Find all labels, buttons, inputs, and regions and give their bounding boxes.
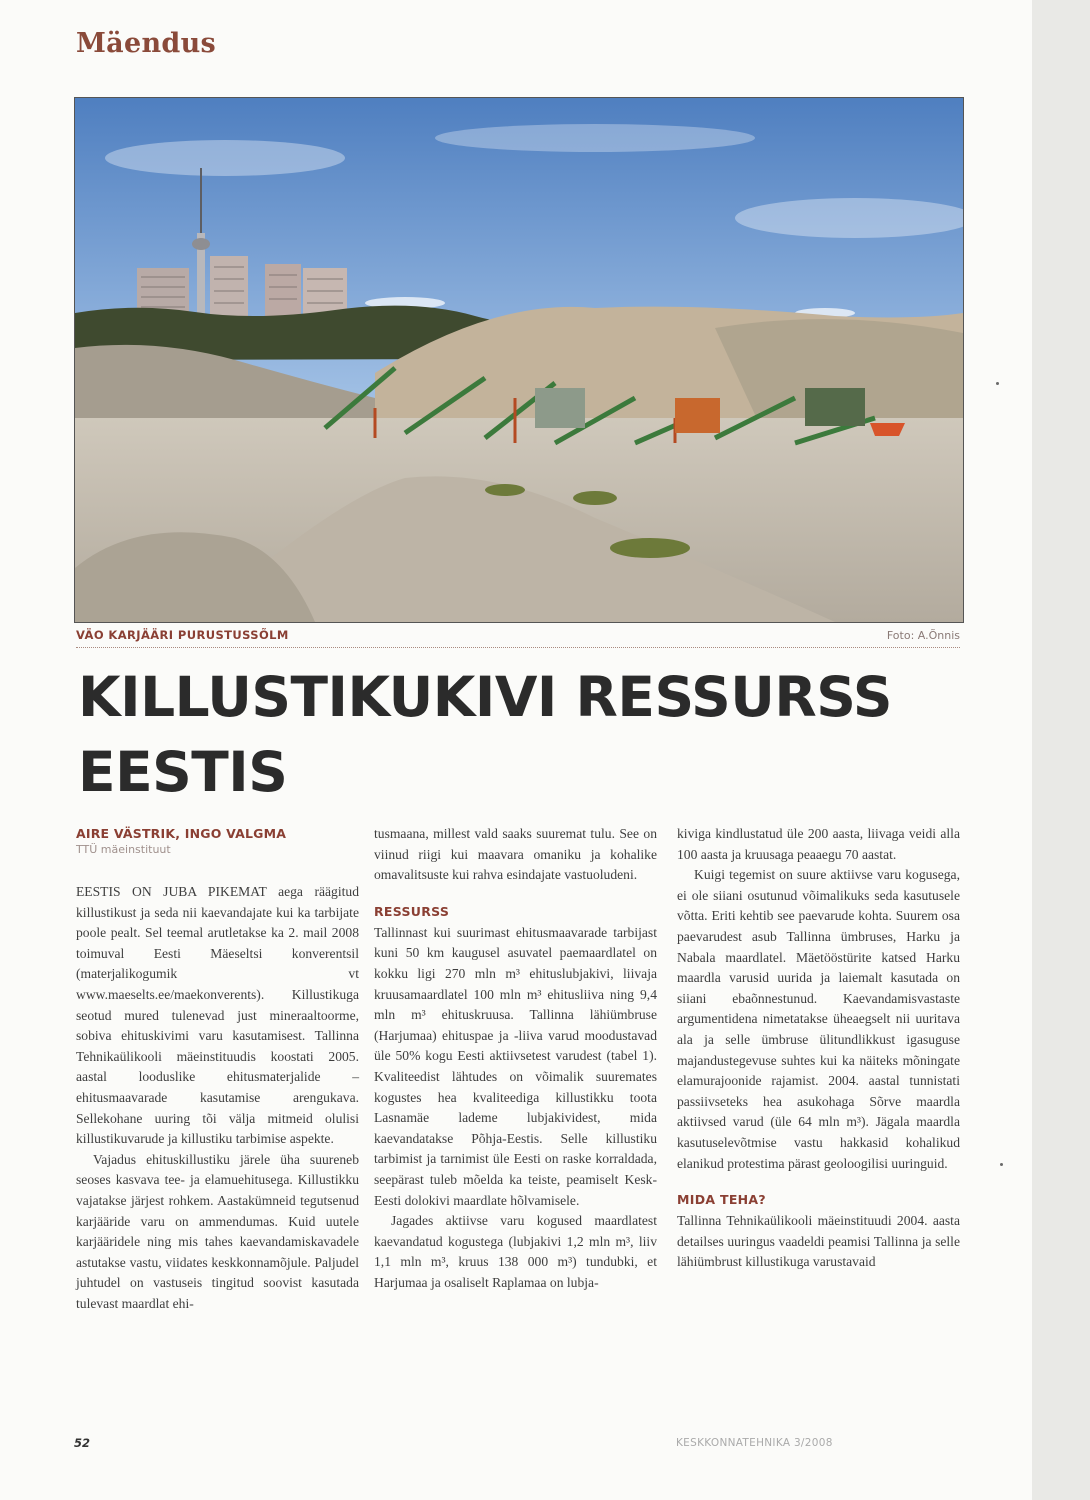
photo-caption-text: VÄO KARJÄÄRI PURUSTUSSÕLM — [76, 628, 289, 642]
author-affiliation: TTÜ mäeinstituut — [76, 843, 171, 856]
article-column-3 — [677, 824, 960, 1273]
magazine-footer: KESKKONNATEHNIKA 3/2008 — [676, 1437, 833, 1449]
paragraph: Kuigi tegemist on suure aktiivse varu kogusega, ei ole siiani osutunud võimalikuks seda kasutusele võtta. Eriti kehtib see paevarude kohta. Suurem osa paevarudest asub Tallinna ümbruses, Harku ja Nabala maardlatel. Mäetööstürite katsed Harku maardla varusid uurida ja laiemalt kasutada on siiani ebaõnnestunud. Kaevandamisvastaste argumentidena nimetatakse üheaegselt nii uuritava ala ja selle ümbruse ülitundlikkust igasuguse majandustegevuse suhtes kui ka näiteks mõningate elamurajoonide rajamist. 2004. aastal tunnistati passiivseteks hea asukohaga Sõrve maardla aktiivsed varud (üle 64 mln m³). Jägala maardla kasutuselevõtmise vastu hakkasid kohalikud elanikud protestima pärast geoloogilisi uuringuid. — [677, 867, 960, 1171]
section-title: Mäendus — [76, 28, 217, 59]
article-column-2 — [374, 824, 657, 1293]
article-headline — [78, 660, 978, 810]
quarry-crushing-plant-illustration — [75, 98, 963, 622]
paragraph: EESTIS ON JUBA PIKEMAT aega räägitud killustikust ja seda nii kaevandajate kui ka tarbijate poole pealt. Sel teemal arutletakse ka 2. mail 2008 toimuval Eesti Mäeseltsi konverentsil (materjalikogumik vt www.maeselts.ee/maekonverents). Killustikuga seotud mured tulenevad just mineraaltoorme, sobiva ehituskivimi varu kasutamisest. Tallinna Tehnikaülikooli mäeinstituudis koostati 2005. aastal looduslike ehitusmaterjalide – ehitusmaavarade kasutamise arengukava. Sellekohane uuring tõi välja mitmeid olulisi killustikuvarude ja killustiku tarbimise aspekte. — [76, 884, 359, 1147]
subheading-mida-teha: MIDA TEHA? — [677, 1192, 766, 1208]
scan-speck — [996, 382, 999, 385]
paragraph: kiviga kindlustatud üle 200 aasta, liivaga veidi alla 100 aasta ja kruusaga peaaegu 70 aastat. — [677, 826, 960, 862]
paragraph: tusmaana, millest vald saaks suuremat tulu. See on viinud riigi kui maavara omaniku ja kohalike omavalitsuste kui rahva esindajate vastuoludeni. — [374, 826, 657, 883]
article-column-1 — [76, 826, 359, 1314]
headline-line-1: KILLUSTIKUKIVI RESSURSS — [78, 665, 892, 729]
article-authors: AIRE VÄSTRIK, INGO VALGMA — [76, 826, 287, 841]
paragraph: Jagades aktiivse varu kogused maardlatest kaevandatud kogustega (lubjakivi 1,2 mln m³, liiv 1,1 mln m³, kruus 138 000 m³) tundubki, et Harjumaa ja osaliselt Raplamaa on lubja- — [374, 1213, 657, 1290]
paragraph: Tallinnast kui suurimast ehitusmaavarade tarbijast kuni 50 km kaugusel asuvatel paemaardlatel on kokku ligi 270 mln m³ ehituslubjakivi, liivaja kruusamaardlatel 100 mln m³ ehitusliiva ning 9,4 mln m³ ehituskruusa. Tallinna lähiümbruse (Harjumaa) ehituspae ja -liiva varud moodustavad üle 50% kogu Eesti aktiivsetest varudest (tabel 1). Kvaliteedist lähtudes on võimalik suuremates kogustes hea kvaliteediga killustikku toota Lasnamäe lademe lubjakividest, mida kaevandatakse Põhja-Eestis. Selle killustiku tarbimist ja tarnimist üle Eesti on raske korraldada, seepärast tuleb mõelda ka teiste, peamiselt Kesk-Eesti dolokivi maardlate hõlvamisele. — [374, 924, 657, 1208]
subheading-ressurss: RESSURSS — [374, 903, 450, 919]
photo-caption — [76, 627, 960, 648]
paragraph: Tallinna Tehnikaülikooli mäeinstituudi 2004. aasta detailses uuringus vaadeldi peamisi Tallinna ja selle lähiümbrust killustikuga varustavaid — [677, 1213, 960, 1270]
scan-speck — [1000, 1163, 1003, 1166]
quarry-photo — [74, 97, 964, 623]
page-number: 52 — [74, 1436, 91, 1450]
paragraph: Vajadus ehituskillustiku järele üha suureneb seoses kasvava tee- ja elamuehitusega. Killustikku vajatakse järjest rohkem. Aastakümneid tegutsenud karjääride varu on ammendumas. Kuid uutele karjääridele ning mis tahes kaevandamiskavadele astutakse vastu, viidates keskkonnamõjule. Paljudel juhtudel on vastuseis tingitud soovist kasutada tulevast maardlat ehi- — [76, 1151, 359, 1311]
photo-credit: Foto: A.Õnnis — [886, 629, 960, 642]
facing-page-edge — [1032, 0, 1090, 1500]
headline-line-2: EESTIS — [78, 740, 288, 804]
